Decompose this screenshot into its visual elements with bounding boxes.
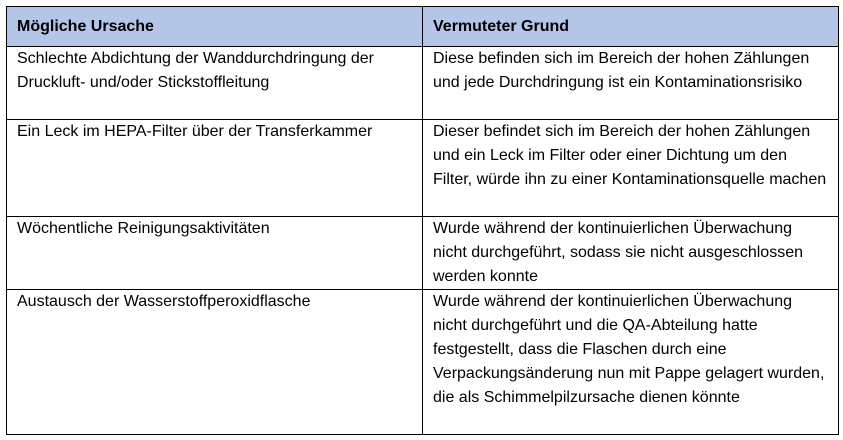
cause-text: Wöchentliche Reinigungsaktivitäten	[17, 220, 270, 237]
reason-text: Diese befinden sich im Bereich der hohen Zählungen und jede Durchdringung ist ein Kontaminationsrisiko	[433, 50, 810, 91]
reason-cell	[423, 120, 839, 217]
table-row	[7, 47, 839, 120]
cause-cell	[7, 47, 423, 120]
table-row	[7, 120, 839, 217]
table-row	[7, 290, 839, 435]
cause-cell	[7, 217, 423, 290]
table-row	[7, 217, 839, 290]
table-header-row	[7, 7, 839, 47]
cause-text: Ein Leck im HEPA-Filter über der Transferkammer	[17, 123, 373, 140]
reason-text: Dieser befindet sich im Bereich der hohen Zählungen und ein Leck im Filter oder einer Dichtung um den Filter, würde ihn zu einer Kontaminationsquelle machen	[433, 123, 827, 188]
reason-cell	[423, 47, 839, 120]
cause-text: Schlechte Abdichtung der Wanddurchdringung der Druckluft- und/oder Stickstoffleitung	[17, 50, 374, 91]
reason-cell	[423, 217, 839, 290]
cause-cell	[7, 120, 423, 217]
header-possible-cause: Mögliche Ursache	[7, 7, 423, 47]
reason-text: Wurde während der kontinuierlichen Überwachung nicht durchgeführt, sodass sie nicht ausgeschlossen werden konnte	[433, 220, 803, 285]
cause-cell	[7, 290, 423, 435]
cause-reason-table	[6, 6, 839, 435]
reason-text: Wurde während der kontinuierlichen Überwachung nicht durchgeführt und die QA-Abteilung hatte festgestellt, dass die Flaschen durch eine Verpackungsänderung nun mit Pappe gelagert wurden, die als Schimmelpilzursache dienen könnte	[433, 293, 825, 406]
cause-text: Austausch der Wasserstoffperoxidflasche	[17, 293, 311, 310]
header-suspected-reason: Vermuteter Grund	[423, 7, 839, 47]
reason-cell	[423, 290, 839, 435]
